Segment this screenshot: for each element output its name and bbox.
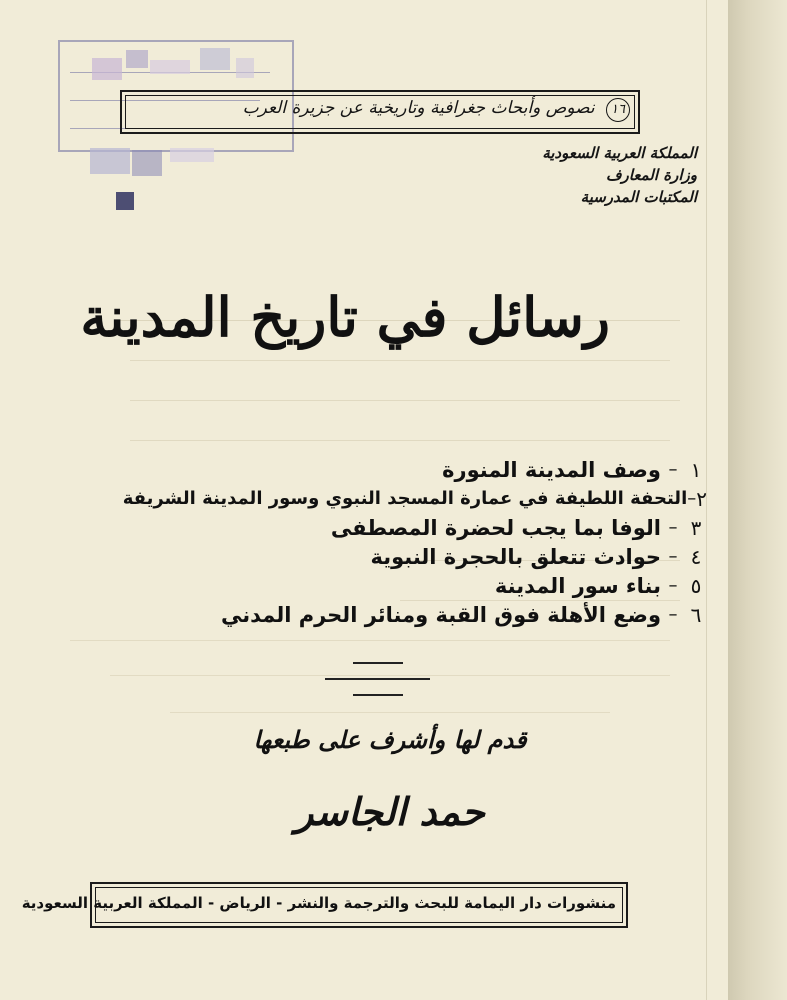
list-item — [147, 571, 707, 600]
list-item — [122, 484, 707, 513]
item-number: ١ — [690, 457, 702, 482]
list-item — [147, 542, 707, 571]
item-title: وضع الأهلة فوق القبة ومنائر الحرم المدني — [220, 602, 661, 627]
separator-line — [325, 678, 430, 680]
item-title: وصف المدينة المنورة — [442, 457, 661, 482]
separator-line — [353, 662, 403, 664]
kingdom-line: المملكة العربية السعودية — [542, 144, 697, 162]
series-number: ١٦ — [606, 98, 630, 122]
item-number: ٢ — [696, 486, 707, 511]
item-title: بناء سور المدينة — [494, 573, 661, 598]
libraries-line: المكتبات المدرسية — [580, 188, 697, 206]
item-dash: – — [687, 488, 697, 509]
book-gutter — [728, 0, 787, 1000]
list-item — [147, 600, 707, 629]
item-dash: – — [668, 604, 678, 625]
item-dash: – — [668, 546, 678, 567]
item-number: ٣ — [690, 515, 702, 540]
book-title: رسائل في تاريخ المدينة — [80, 285, 610, 349]
item-title: التحفة اللطيفة في عمارة المسجد النبوي وسور المدينة الشريفة — [122, 488, 688, 509]
publisher-box — [21, 882, 628, 928]
list-item — [147, 513, 707, 542]
item-dash: – — [668, 517, 678, 538]
ministry-line: وزارة المعارف — [606, 166, 697, 184]
publisher-line: منشورات دار اليمامة للبحث والترجمة والنشر - الرياض - المملكة العربية السعودية — [21, 894, 616, 912]
ministry-header — [542, 142, 697, 208]
series-label-box — [120, 90, 640, 134]
item-dash: – — [668, 459, 678, 480]
item-number: ٤ — [690, 544, 702, 569]
item-number: ٥ — [690, 573, 702, 598]
list-item — [147, 455, 707, 484]
separator-line — [353, 694, 403, 696]
contents-list — [122, 455, 707, 629]
presented-by-line: قدم لها وأشرف على طبعها — [253, 726, 527, 754]
item-dash: – — [668, 575, 678, 596]
item-title: الوفا بما يجب لحضرة المصطفى — [330, 515, 661, 540]
author-name: حمد الجاسر — [295, 790, 485, 834]
item-number: ٦ — [690, 602, 702, 627]
series-title: نصوص وأبحاث جغرافية وتاريخية عن جزيرة العرب — [242, 98, 595, 118]
item-title: حوادث تتعلق بالحجرة النبوية — [370, 544, 661, 569]
